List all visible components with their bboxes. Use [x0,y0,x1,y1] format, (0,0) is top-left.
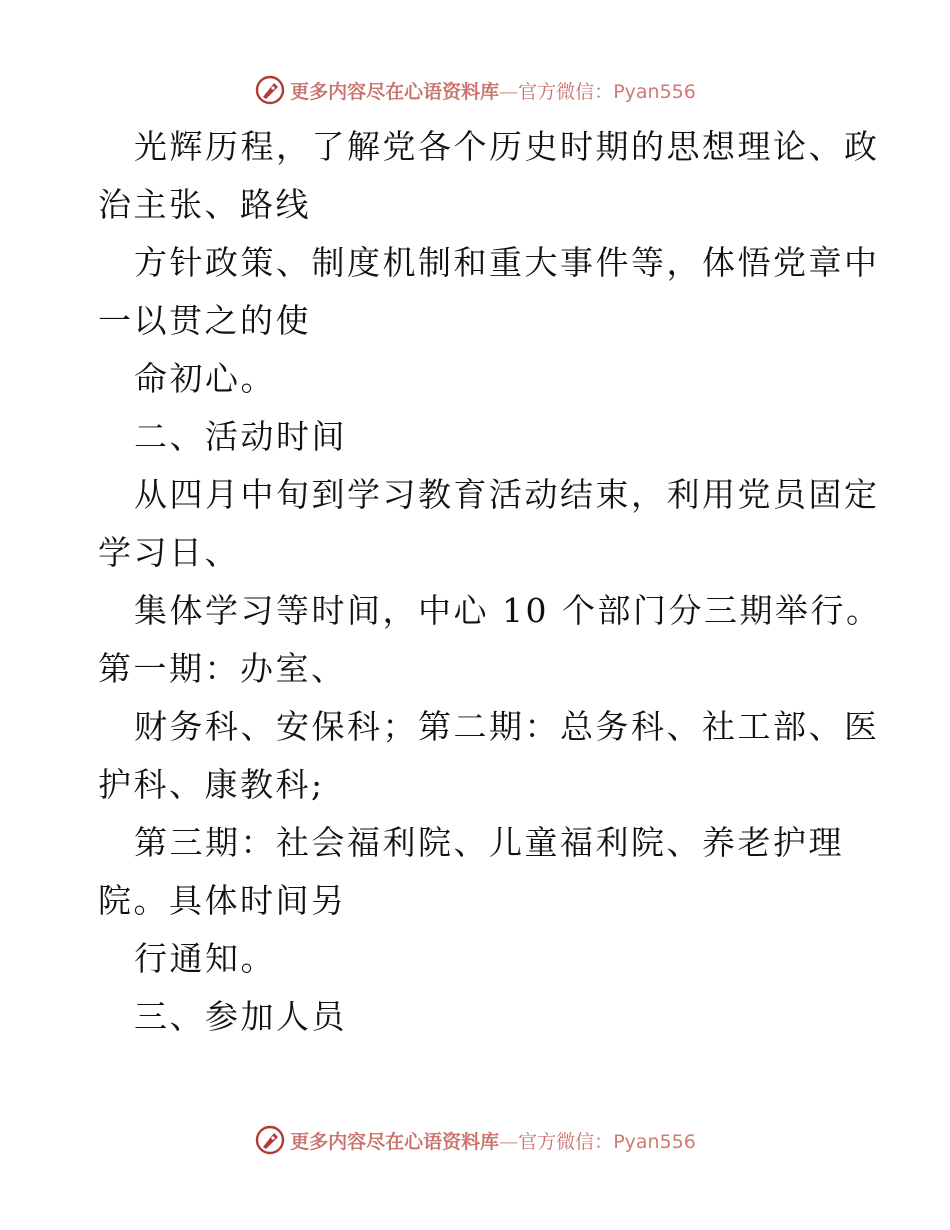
paragraph-line: 从四月中旬到学习教育活动结束，利用党员固定 [134,475,880,514]
pen-nib-logo-icon [254,74,286,106]
paragraph-line: 一以贯之的使 [98,301,311,340]
watermark-text: 更多内容尽在心语资料库—官方微信：Pyan556 [290,1130,696,1153]
paragraph-line: 院。具体时间另 [98,881,347,920]
paragraph-line: 第一期：办室、 [98,649,347,688]
paragraph-line: 第三期：社会福利院、儿童福利院、养老护理 [134,823,844,862]
paragraph-line: 财务科、安保科；第二期：总务科、社工部、医 [134,707,880,746]
document-body [98,118,882,1046]
header-watermark-banner [0,70,950,110]
paragraph-line: 行通知。 [134,939,276,978]
paragraph-line: 光辉历程，了解党各个历史时期的思想理论、政 [134,127,880,166]
pen-nib-logo-icon [254,1124,286,1156]
paragraph-line: 三、参加人员 [134,997,347,1036]
paragraph-line: 命初心。 [134,359,276,398]
paragraph-line: 集体学习等时间，中心 10 个部门分三期举行。 [134,591,882,630]
paragraph-line: 学习日、 [98,533,240,572]
paragraph-line: 护科、康教科; [98,765,325,804]
watermark-text: 更多内容尽在心语资料库—官方微信：Pyan556 [290,80,696,103]
footer-watermark-banner [0,1120,950,1160]
paragraph-line: 二、活动时间 [134,417,347,456]
paragraph-line: 方针政策、制度机制和重大事件等，体悟党章中 [134,243,880,282]
paragraph-line: 治主张、路线 [98,185,311,224]
